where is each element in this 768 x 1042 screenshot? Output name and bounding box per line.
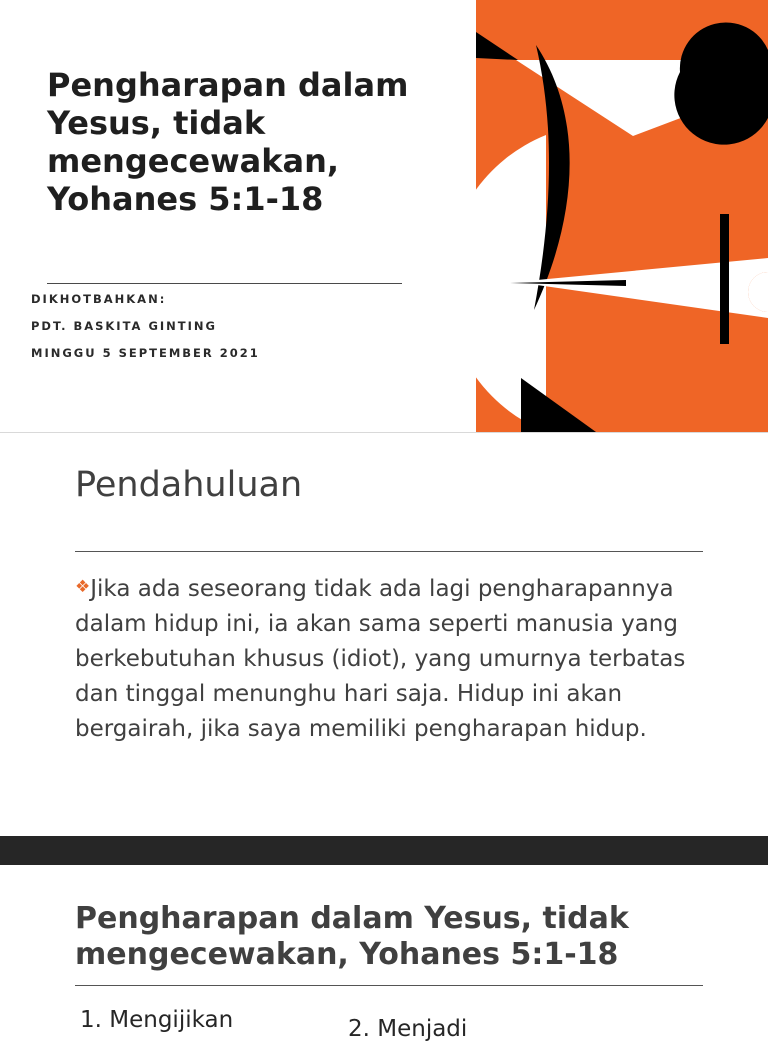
intro-bullet [75, 572, 710, 747]
sermon-title: Pengharapan dalam Yesus, tidak mengecewakan, Yohanes 5:1-18 [47, 66, 409, 218]
content-heading: Pengharapan dalam Yesus, tidak mengecewakan, Yohanes 5:1-18 [75, 901, 629, 972]
list-item: 2. Menjadi [348, 1016, 468, 1042]
sermon-date: MINGGU 5 SEPTEMBER 2021 [31, 346, 260, 360]
title-slide [0, 0, 768, 432]
diamond-bullet-icon: ❖ [75, 577, 91, 597]
intro-heading: Pendahuluan [75, 465, 303, 505]
intro-bullet-text: Jika ada seseorang tidak ada lagi pengharapannya dalam hidup ini, ia akan sama seperti manusia yang berkebutuhan khusus (idiot), yang umurnya terbatas dan tinggal menunghu hari saja. Hidup ini akan bergairah, jika saya memiliki pengharapan hidup. [75, 576, 686, 742]
content-divider [75, 985, 703, 986]
preacher-label: DIKHOTBAHKAN: [31, 292, 167, 306]
abstract-artwork [476, 0, 768, 432]
title-divider [47, 283, 402, 284]
artwork-black-bar [720, 214, 729, 344]
preacher-name: PDT. BASKITA GINTING [31, 319, 217, 333]
list-item: 1. Mengijikan [80, 1007, 234, 1033]
intro-divider [75, 551, 703, 552]
intro-slide [0, 433, 768, 836]
dark-separator-bar [0, 836, 768, 865]
content-slide [0, 865, 768, 1042]
